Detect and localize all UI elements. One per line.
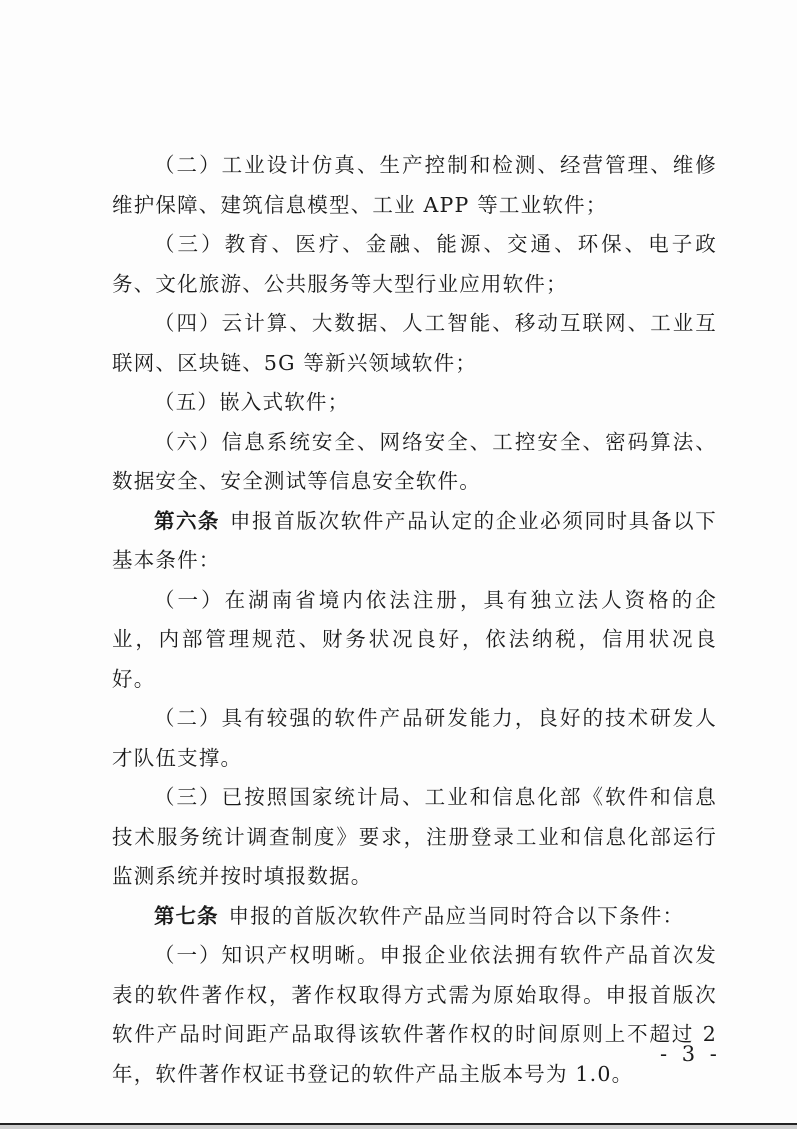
article-heading: 第六条 bbox=[154, 508, 220, 533]
paragraph-text: （二）具有较强的软件产品研发能力，良好的技术研发人才队伍支撑。 bbox=[112, 706, 717, 770]
paragraph-item-5 bbox=[112, 383, 717, 423]
paragraph-item-4 bbox=[112, 304, 717, 383]
paragraph-item-3 bbox=[112, 225, 717, 304]
condition-item-2 bbox=[112, 699, 717, 778]
paragraph-text: （五）嵌入式软件； bbox=[154, 390, 350, 414]
paragraph-item-6 bbox=[112, 423, 717, 502]
condition-item-1 bbox=[112, 581, 717, 700]
paragraph-text: （二）工业设计仿真、生产控制和检测、经营管理、维修维护保障、建筑信息模型、工业 APP 等工业软件； bbox=[112, 153, 717, 217]
paragraph-text: （三）教育、医疗、金融、能源、交通、环保、电子政务、文化旅游、公共服务等大型行业应用软件； bbox=[112, 232, 717, 296]
paragraph-text: （四）云计算、大数据、人工智能、移动互联网、工业互联网、区块链、5G 等新兴领域软件； bbox=[112, 311, 717, 375]
product-condition-item-1 bbox=[112, 936, 717, 1094]
paragraph-text: （一）知识产权明晰。申报企业依法拥有软件产品首次发表的软件著作权，著作权取得方式需为原始取得。申报首版次软件产品时间距产品取得该软件著作权的时间原则上不超过 2 年，软件著作权证书登记的软件产品主版本号为 1.0。 bbox=[112, 943, 717, 1086]
article-7-paragraph bbox=[112, 897, 717, 937]
paragraph-text: 申报首版次软件产品认定的企业必须同时具备以下基本条件： bbox=[112, 508, 717, 572]
condition-item-3 bbox=[112, 778, 717, 897]
article-heading: 第七条 bbox=[154, 903, 219, 928]
paragraph-text: 申报的首版次软件产品应当同时符合以下条件： bbox=[228, 903, 685, 928]
document-body bbox=[112, 146, 717, 1094]
paragraph-text: （一）在湖南省境内依法注册，具有独立法人资格的企业，内部管理规范、财务状况良好，依法纳税，信用状况良好。 bbox=[112, 587, 717, 691]
page-bottom-shadow bbox=[0, 1125, 797, 1129]
page-number: - 3 - bbox=[660, 1042, 721, 1066]
paragraph-item-2 bbox=[112, 146, 717, 225]
paragraph-text: （六）信息系统安全、网络安全、工控安全、密码算法、数据安全、安全测试等信息安全软件。 bbox=[112, 429, 717, 493]
paragraph-text: （三）已按照国家统计局、工业和信息化部《软件和信息技术服务统计调查制度》要求，注册登录工业和信息化部运行监测系统并按时填报数据。 bbox=[112, 785, 717, 888]
article-6-paragraph bbox=[112, 502, 717, 581]
